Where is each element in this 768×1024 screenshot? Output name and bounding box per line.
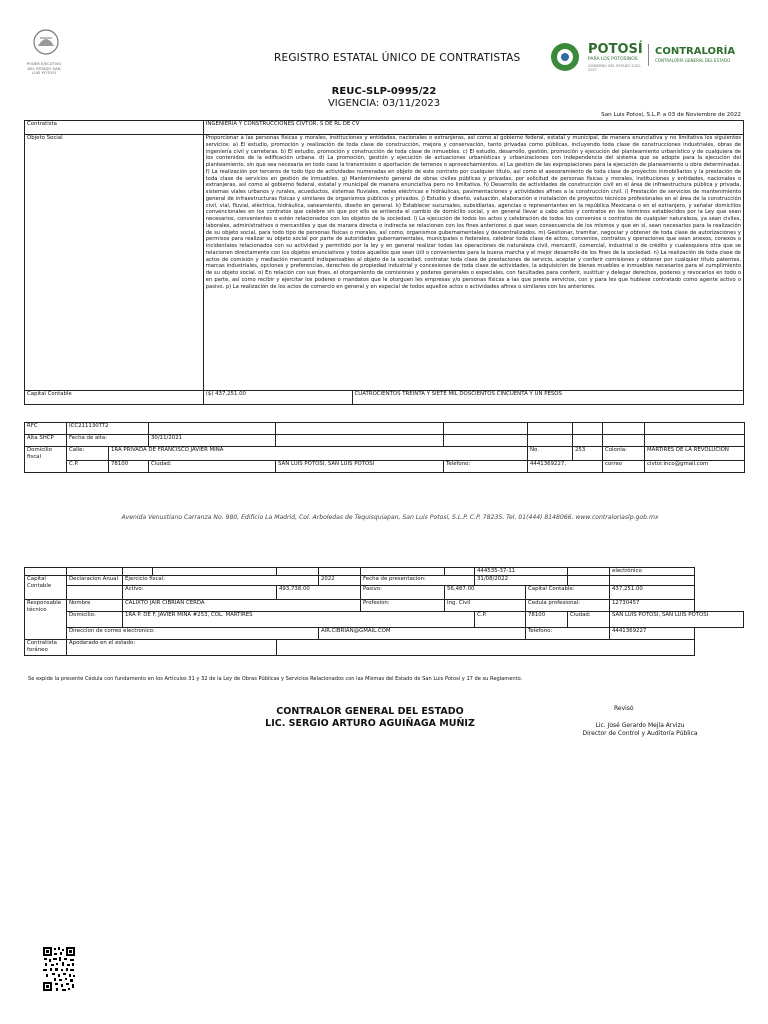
profesion-value: Ing. Civil (445, 600, 526, 612)
capital-contable-label: Capital Contable (25, 576, 67, 600)
cp-value: 78100 (109, 461, 149, 473)
fecha-alta-label: Fecha de alta: (67, 435, 149, 447)
correo-value: civtor.inco@gmail.com (645, 461, 745, 473)
top-electronico: electrónico (610, 568, 695, 576)
telefono-label-rt: Telefono: (526, 628, 610, 640)
top-phone: 444535-37-11 (475, 568, 568, 576)
capital-label: Capital Contable (25, 391, 204, 405)
correo-label-rt: Direccion de correo electronico: (67, 628, 319, 640)
foraneo-label: Contratista foráneo (25, 640, 67, 656)
potosi-logo (548, 40, 648, 72)
alta-label: Alta SHCP (25, 435, 67, 447)
cp-label-rt: C.P. (475, 612, 526, 628)
contratista-label: Contratista (25, 121, 204, 135)
office-address: Avenida Venustiano Carranza No. 980, Edificio La Madrid, Col. Arboledas de Tequisquiapan, San Luis Potosí, S.L.P. C.P. 78235. Tel. 01(444) 8148066. www.contraloriaslp.gob.mx (121, 514, 659, 521)
capital-contable-field-label: Capital Contable: (526, 586, 610, 600)
ejercicio-value: 2022 (319, 576, 361, 586)
capital-amount: ($) 437,251.00 (203, 391, 352, 405)
financial-table (24, 567, 744, 656)
contractor-table (24, 120, 744, 405)
no-value: 253 (573, 447, 603, 461)
folio-number: REUC-SLP-0995/22 (331, 86, 437, 97)
rfc-label: RFC (25, 423, 67, 435)
ciudad-value: SAN LUIS POTOSI, SAN LUIS POTOSI (276, 461, 444, 473)
registry-title: REGISTRO ESTATAL ÚNICO DE CONTRATISTAS (274, 52, 521, 64)
nombre-value: CALIXTO JAIR CIBRIAN CERDA (123, 600, 361, 612)
calle-value: 1RA PRIVADA DE FRANCISCO JAVIER MINA (109, 447, 528, 461)
cp-value-rt: 78100 (526, 612, 568, 628)
reviso-label: Revisó (614, 705, 634, 712)
fecha-presentacion-label: Fecha de presentacion: (361, 576, 475, 586)
activo-label: Activo: (123, 586, 277, 600)
pasivo-label: Pasivo: (361, 586, 445, 600)
correo-label: correo (603, 461, 645, 473)
pasivo-value: 56,487.00 (445, 586, 526, 600)
potosi-tagline: PARA LOS POTOSINOS (588, 57, 638, 62)
potosi-wordmark: POTOSÍ (588, 42, 643, 57)
contraloria-wordmark: CONTRALORÍA (655, 46, 736, 57)
state-seal-logo (24, 28, 74, 80)
objeto-value: Proporcionar a las personas físicas y morales, instituciones y entidades, nacionales o extranjeras, así como al gobierno federal, estatal y municipal, de manera enunciativa y no limitativa los siguientes servicios: a) El estudio, promoción y realización de toda clase de construcción, mejora y conservación, tanto privadas como públicas, incluyendo toda clase de construcciones industriales, obras de ingeniería civil y carreteras. b) El estudio, promoción y construcción de toda clase de inmuebles. c) El estudio, desarrollo, gestión, promoción y ejecución del planteamiento urbanístico y de cualquiera de los contenidos de la edificación urbana. d) La promoción, gestión y ejecución de actuaciones urbanísticas y urbanizaciones con independencia del sistema que se adopte para la ejecución del planteamiento, sin que sea necesaria en todo caso la transmisión o aportación de terrenos o aprovechamientos. e) La gestión de las expropiaciones para la ejecución de planeamiento u obra determinadas. f) La realización por terceros de todo tipo de actividades numeradas en objeto de este contrato por cualquier título, así como el asesoramiento de toda clase de proyectos inmobiliarios y la prestación de toda clase de servicios en gestión de inmuebles. g) Mantenimiento general de obras civiles públicas y privadas, por solicitud de personas físicas y morales, instituciones y entidades, nacionales o extranjeras, así como al gobierno federal, estatal y municipal de manera enunciativa pero no limitativa. h) Desarrollo de actividades de construcción civil en el área de infraestructura pública y privada, sistemas viales urbanos y rurales, acueductos, sistemas fluviales, redes eléctricas e hidráulicas, pavimentaciones y actividades afines a la construcción civil. i) Prestación de servicios de mantenimiento general de infraestructuras físicas y similares de organismos públicos y privados. j) Estudio y diseño, valuación, elaboración e instalación de proyectos técnicos profesionales en el área de la construcción civil, vial, fluvial, eléctrica, hidráulica, saneamiento, diseño en general. k) Establecer sucursales, subsidiarias, agencias o representantes en la república Mexicana o en el extranjero, y señalar domicilios convencionales en los contratos que celebre sin que por ello se entienda el cambio de domicilio social, y en general llevar a cabo actos y contratos en los términos establecidos por la Ley que sean necesarios, convenientes o estén relacionados con los objetos de la sociedad. l) La ejecución de todos los actos y celebración de todos los convenios o contratos de cualquier naturaleza, ya sean civiles, laborales, administrativos o mercantiles y que de manera directa o indirecta se relacionen con los fines anteriores o que sean consecuencia de los mismos y que en sí, sean necesarios para la realización de su objeto social, para todo tipo de personas físicas o morales, así como, organismos gubernamentales y descentralizados. m) Gestionar, tramitar, negociar y obtener de toda clase de autorizaciones y permisos para realizar su objeto social por parte de autoridades gubernamentales, municipales o federales, celebrar toda clase de actos, convenios, contratos y operaciones que sean anexos, conexos o incidentales relacionados con su actividad y permitido por la ley y en general realizar todas las operaciones de naturaleza civil, mercantil, comercial, industrial o de crédito y cualesquiera otra que se relacionen directamente con los objetos enunciativos y todos aquellos que sean útil o convenientes para la buena marcha y el mejor desarrollo de los fines de la sociedad. n) La realización de toda clase de actos de comisión y mediación mercantil indispensables al objeto de la sociedad, contratar toda clase de prestaciones de servicio, aceptar y conferir comisiones y obtener por cualquier título patentes, marcas industriales, opciones y preferencias, derechos de propiedad industrial y concesiones de toda clase de actividades, la adquisición de bienes muebles e inmuebles necesarios para el cumplimiento de su objeto social. o) En relación con sus fines, el otorgamiento de comisiones y poderes generales o especiales, con facultades para conferir, sustituir y delegar derechos, poderes y revocarlos en todo o en parte, así como recibir y ejercitar los poderes o mandatos que le otorguen les empresas y/o personas físicas a las que preste servicios, con y para les que hubiese contratado como agente activo o pasivo. p) La realización de los actos de comercio en general y en especial de todos aquellos actos o actividades afines o similares con los anteriores. (203, 135, 743, 391)
ciudad-label: Ciudad: (149, 461, 276, 473)
objeto-label: Objeto Social (25, 135, 204, 391)
fiscal-table (24, 422, 745, 473)
domicilio-label-rt: Domicilio: (67, 612, 123, 628)
apoderado-label: Apoderado en el estado: (67, 640, 277, 656)
ciudad-label-rt: Ciudad: (568, 612, 610, 628)
colonia-value: MARTIRES DE LA REVOLUCION (645, 447, 745, 461)
profesion-label: Profesion: (361, 600, 445, 612)
fecha-presentacion-value: 31/08/2022 (475, 576, 568, 586)
fecha-alta-value: 30/11/2021 (149, 435, 276, 447)
capital-words: CUATROCIENTOS TREINTA Y SIETE MIL DOSCIENTOS CINCUENTA Y UN PESOS (352, 391, 743, 405)
reviewer-name: Lic. José Gerardo Mejía Arvizu (595, 722, 685, 729)
cp-label: C.P. (67, 461, 109, 473)
ejercicio-label: Ejercicio fiscal: (123, 576, 319, 586)
qr-code (42, 946, 76, 992)
declaracion-label: Declaracion Anual (67, 576, 123, 586)
vigencia: VIGENCIA: 03/11/2023 (327, 98, 441, 109)
contratista-value: INGENIERIA Y CONSTRUCCIONES CIVTOR, S DE RL DE CV (203, 121, 743, 135)
reviewer-title: Director de Control y Auditoría Pública (582, 730, 698, 737)
calle-label: Calle: (67, 447, 109, 461)
legal-note: Se expide la presente Cédula con fundamento en los Artículos 31 y 32 de la Ley de Obras Públicas y Servicios Relacionados con las Mismas del Estado de San Luis Potosí y 17 de su Reglamento. (28, 676, 523, 682)
signer-title: CONTRALOR GENERAL DEL ESTADO (276, 706, 464, 717)
correo-value-rt: AIR.CIBRIAN@GMAIL.COM (319, 628, 526, 640)
capital-contable-value: 437,251.00 (610, 586, 695, 600)
telefono-label: Telefono: (444, 461, 528, 473)
potosi-emblem-icon (548, 40, 582, 74)
state-seal-text: PODER EJECUTIVO DEL ESTADO SAN LUIS POTOSÍ (26, 61, 62, 75)
signer-name: LIC. SERGIO ARTURO AGUIÑAGA MUÑIZ (265, 718, 475, 729)
contraloria-subtitle: CONTRALORÍA GENERAL DEL ESTADO (655, 58, 731, 63)
issue-date: San Luis Potosí, S.L.P. a 03 de Noviembre de 2022 (601, 112, 741, 118)
responsable-label: Responsable técnico (25, 600, 67, 640)
colonia-label: Colonia: (603, 447, 645, 461)
cedula-label: Cedula profesional: (526, 600, 610, 612)
logo-divider (648, 44, 649, 66)
ciudad-value-rt: SAN LUIS POTOSI, SAN LUIS POTOSI (610, 612, 744, 628)
cedula-value: 12730457 (610, 600, 695, 612)
rfc-value: ICC211130TT2 (67, 423, 149, 435)
nombre-label: Nombre (67, 600, 123, 612)
telefono-value: 4441369227, (528, 461, 603, 473)
domicilio-value-rt: 1RA P. DE F. JAVIER MINA #253, COL. MARTIRES (123, 612, 475, 628)
potosi-gov: GOBIERNO DEL ESTADO 2021-2027 (588, 64, 642, 72)
no-label: No. (528, 447, 573, 461)
domicilio-label: Domicilio fiscal (25, 447, 67, 473)
telefono-value-rt: 4441369227 (610, 628, 695, 640)
activo-value: 493,738.00 (277, 586, 361, 600)
